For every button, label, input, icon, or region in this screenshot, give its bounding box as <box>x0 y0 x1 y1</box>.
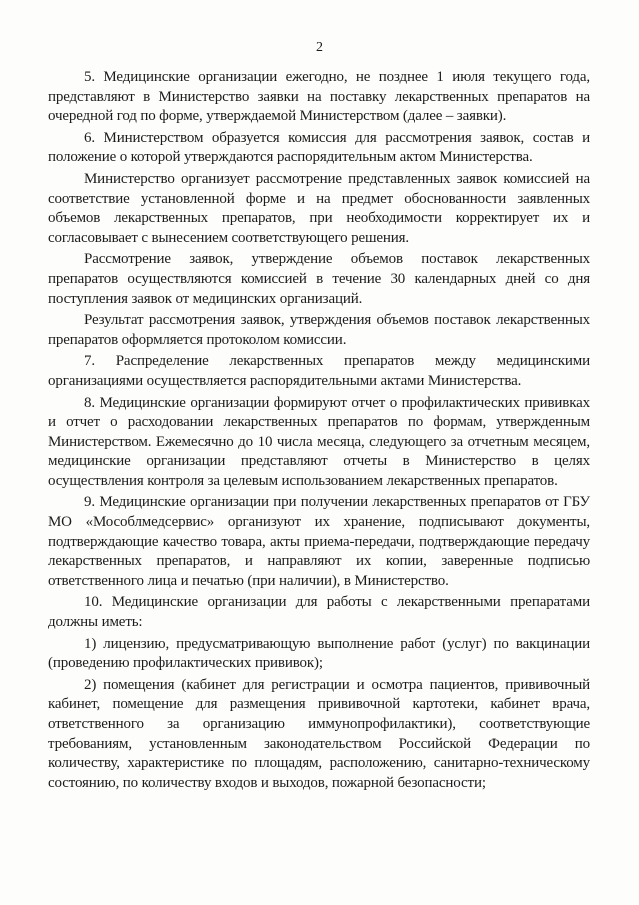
paragraph-8-reports: 8. Медицинские организации формируют отчет о профилактических прививках и отчет о расходовании лекарственных препаратов по формам, утвержденным Министерством. Ежемесячно до 10 числа месяца, следующего за отчетным месяцем, медицинские организации представляют отчеты в Министерство в целях осуществления контроля за целевым использованием лекарственных препаратов. <box>48 394 590 489</box>
paragraph-review-result: Результат рассмотрения заявок, утверждения объемов поставок лекарственных препаратов оформляется протоколом комиссии. <box>48 312 590 348</box>
paragraph-review-timeline: Рассмотрение заявок, утверждение объемов поставок лекарственных препаратов осуществляются комиссией в течение 30 календарных дней со дня поступления заявок от медицинских организаций. <box>48 251 590 307</box>
page-number: 2 <box>316 40 323 55</box>
list-item-license: 1) лицензию, предусматривающую выполнение работ (услуг) по вакцинации (проведению профилактических прививок); <box>48 635 590 672</box>
document-body <box>48 68 590 795</box>
paragraph-6-commission: 6. Министерством образуется комиссия для рассмотрения заявок, состав и положение о которой утверждаются распорядительным актом Министерства. <box>48 129 590 166</box>
paragraph-5-applications: 5. Медицинские организации ежегодно, не позднее 1 июля текущего года, представляют в Министерство заявки на поставку лекарственных препаратов на очередной год по форме, утверждаемой Министерством (далее – заявки). <box>48 69 590 125</box>
paragraph-9-storage: 9. Медицинские организации при получении лекарственных препаратов от ГБУ МО «Мособлмедсервис» организуют их хранение, подписывают документы, подтверждающие качество товара, акты приема-передачи, подтверждающие передачу лекарственных препаратов, и направляют их копии, заверенные подписью ответственного лица и печатью (при наличии), в Министерство. <box>48 494 590 589</box>
paragraph-10-requirements: 10. Медицинские организации для работы с лекарственными препаратами должны иметь: <box>48 594 590 631</box>
paragraph-review-organization: Министерство организует рассмотрение представленных заявок комиссией на соответствие установленной форме и на предмет обоснованности заявленных объемов лекарственных препаратов, при необходимости корректирует их и согласовывает с вынесением соответствующего решения. <box>48 170 590 246</box>
paragraph-7-distribution: 7. Распределение лекарственных препаратов между медицинскими организациями осуществляется распорядительными актами Министерства. <box>48 353 590 389</box>
list-item-premises: 2) помещения (кабинет для регистрации и осмотра пациентов, прививочный кабинет, помещение для размещения прививочной картотеки, кабинет врача, ответственного за организацию иммунопрофилактики), соответствующие требованиям, установленным законодательством Российской Федерации по количеству, характеристике по площадям, расположению, санитарно-техническому состоянию, по количеству входов и выходов, пожарной безопасности; <box>48 676 590 791</box>
